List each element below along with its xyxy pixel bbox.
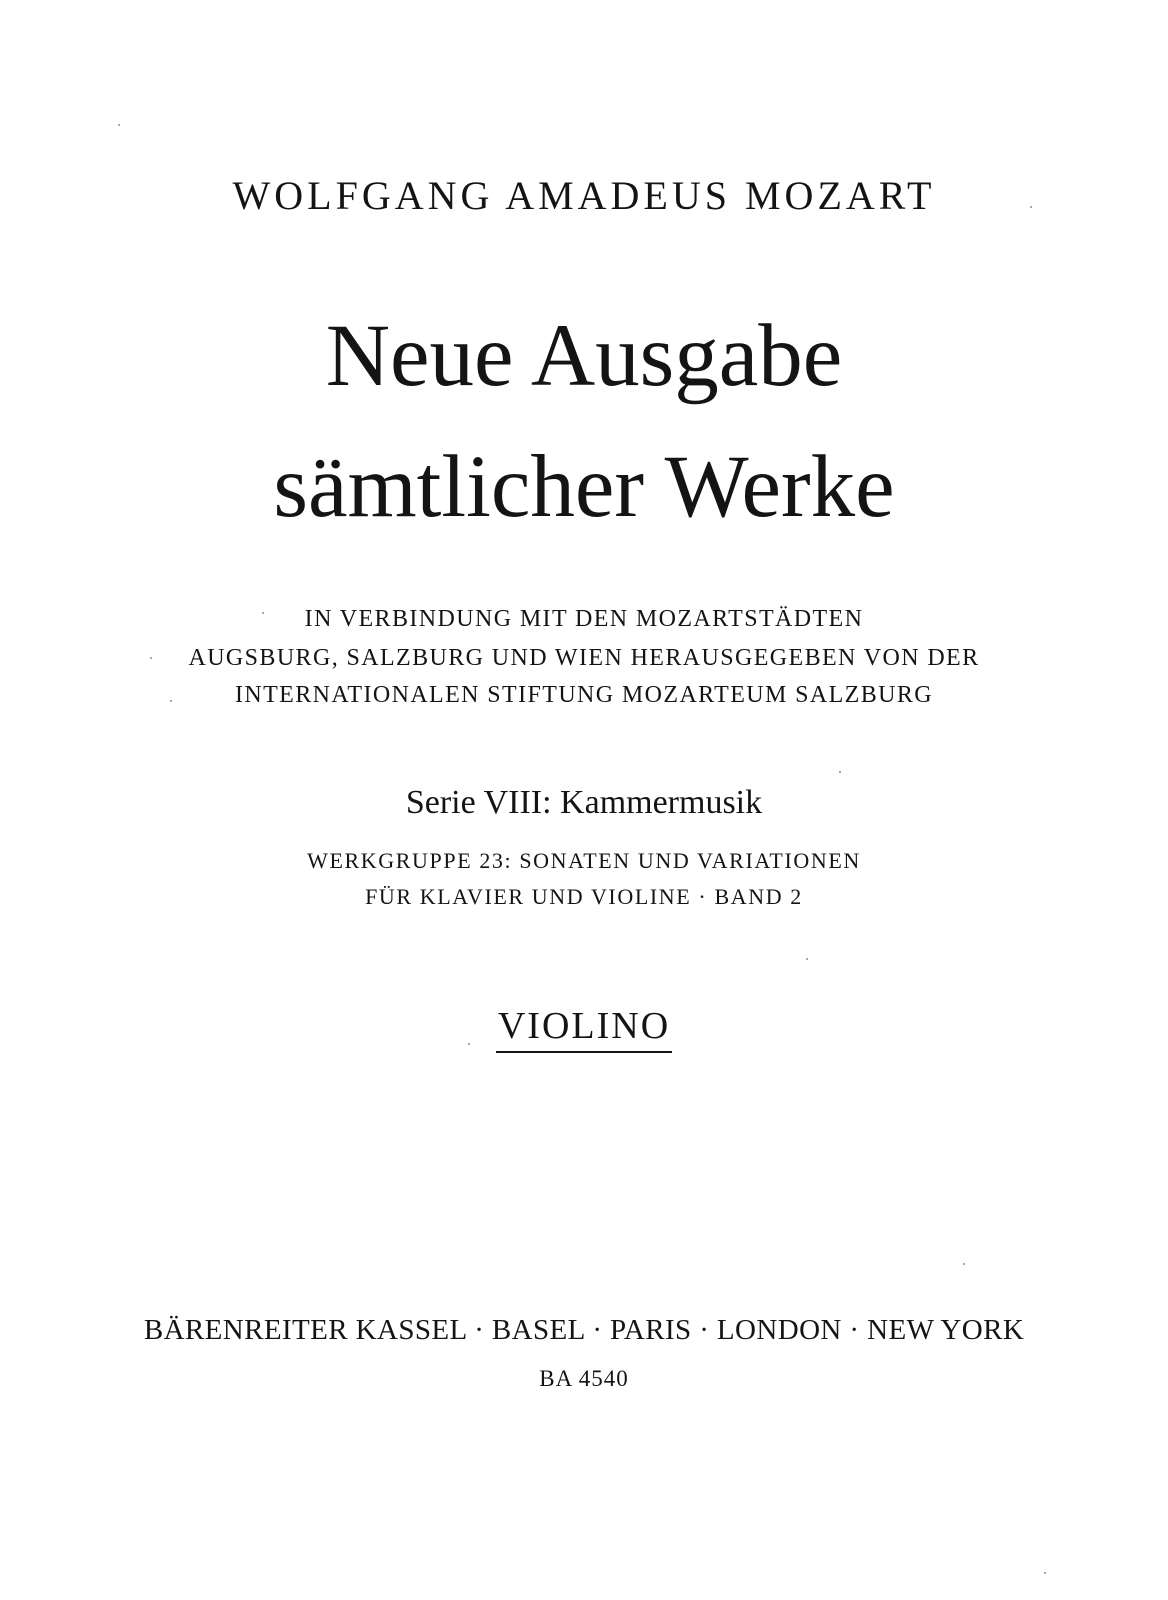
- scan-speck: [806, 958, 808, 960]
- part-name: VIOLINO: [496, 1004, 672, 1053]
- catalog-number: BA 4540: [539, 1366, 629, 1391]
- scan-speck: [468, 1043, 470, 1045]
- scan-speck: [118, 124, 120, 126]
- edition-note-line-3: INTERNATIONALEN STIFTUNG MOZARTEUM SALZBURG: [234, 682, 934, 708]
- scan-speck: [262, 612, 264, 614]
- edition-title-line-1: Neue Ausgabe: [325, 307, 843, 405]
- series-title: Serie VIII: Kammermusik: [405, 784, 763, 821]
- edition-title-line-2: sämtlicher Werke: [273, 438, 895, 536]
- work-group-line-2: FÜR KLAVIER UND VIOLINE · BAND 2: [365, 884, 803, 909]
- scan-speck: [1030, 206, 1032, 208]
- work-group-line-1: WERKGRUPPE 23: SONATEN UND VARIATIONEN: [307, 848, 861, 873]
- part-heading: [0, 1004, 1168, 1053]
- composer-name: WOLFGANG AMADEUS MOZART: [232, 173, 936, 218]
- scan-speck: [1044, 1572, 1046, 1574]
- scan-speck: [963, 1263, 965, 1265]
- scan-speck: [170, 700, 172, 702]
- edition-note-line-1: IN VERBINDUNG MIT DEN MOZARTSTÄDTEN: [304, 606, 864, 632]
- publisher-line: BÄRENREITER KASSEL · BASEL · PARIS · LONDON · NEW YORK: [143, 1314, 1025, 1346]
- scan-speck: [839, 771, 841, 773]
- edition-note-line-2: AUGSBURG, SALZBURG UND WIEN HERAUSGEGEBEN VON DER: [188, 645, 980, 671]
- scan-speck: [150, 657, 152, 659]
